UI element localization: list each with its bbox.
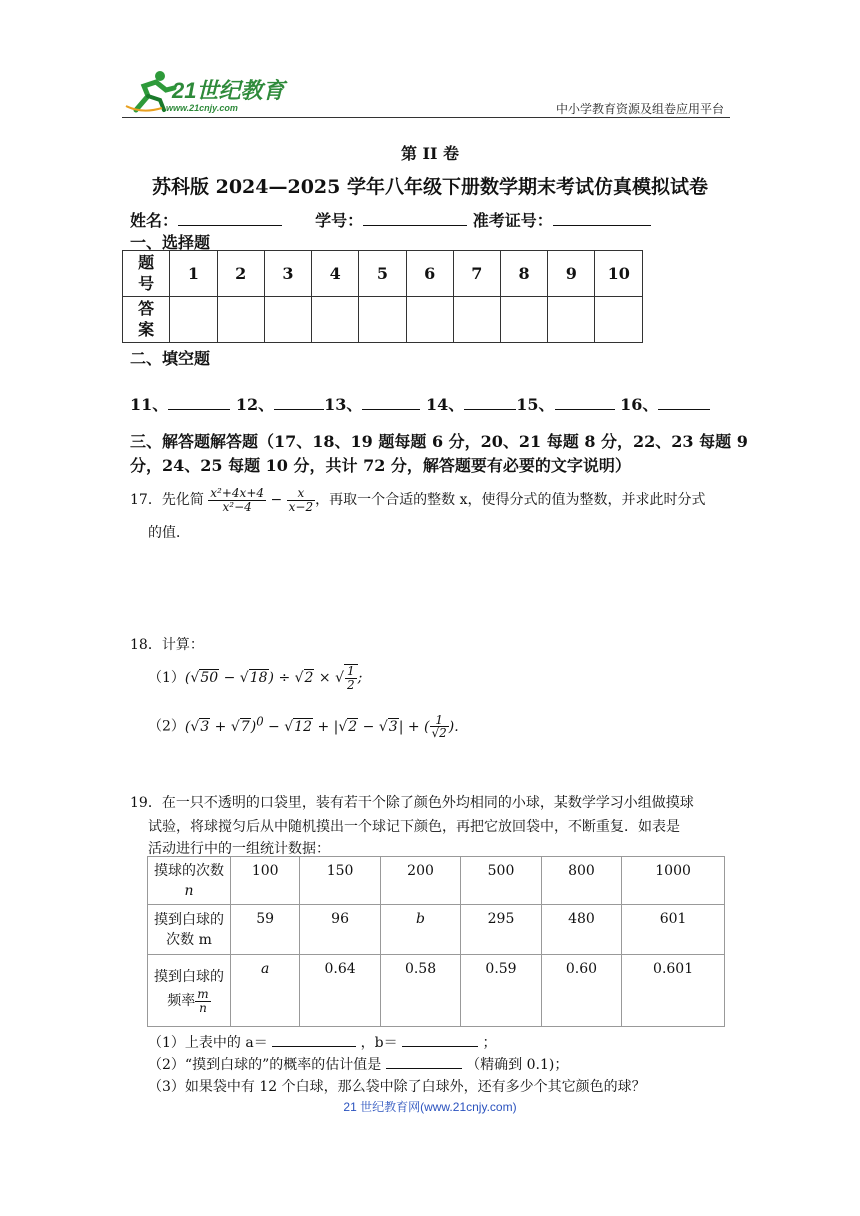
table-cell: 800	[541, 857, 621, 905]
q19-sub3: （3）如果袋中有 12 个白球，那么袋中除了白球外，还有多少个其它颜色的球？	[148, 1079, 646, 1095]
logo	[122, 70, 292, 118]
table-cell: 0.64	[300, 955, 380, 1027]
blank-field[interactable]	[168, 395, 230, 410]
blank-label: 12、	[235, 395, 275, 414]
row-label-freq: 摸到白球的 频率 $\frac{m}{n}$	[148, 955, 231, 1027]
id-field[interactable]	[363, 211, 467, 226]
footer-link[interactable]: 21 世纪教育网(www.21cnjy.com)	[343, 1100, 517, 1114]
table-cell: 0.58	[380, 955, 460, 1027]
table-cell: 500	[461, 857, 541, 905]
table-cell: b	[380, 905, 460, 955]
row-label-number: 题号	[123, 251, 170, 297]
answer-cell[interactable]	[264, 297, 311, 343]
blank-field[interactable]	[555, 395, 615, 410]
platform-name: 中小学教育资源及组卷应用平台	[555, 102, 724, 116]
blank-field[interactable]	[658, 395, 710, 410]
name-field[interactable]	[178, 211, 282, 226]
q19-sub1-label-a: （1）上表中的 a＝	[148, 1035, 268, 1051]
answer-cell[interactable]	[500, 297, 547, 343]
q19-sub2-label: （2）“摸到白球的”的概率的估计值是	[148, 1057, 382, 1073]
q17-line2: 的值．	[148, 525, 190, 541]
table-cell: 150	[300, 857, 380, 905]
q18-p2-expr: $(√3 + √7)^0 - √12 + |√2 - √3|$ + ( $\frac{1}{√2}$ ).	[184, 712, 459, 741]
fill-blanks	[130, 392, 710, 415]
grid-number: 3	[264, 251, 311, 297]
q17-suffix: ，再取一个合适的整数 x，使得分式的值为整数，并求此时分式	[315, 492, 706, 508]
table-cell: 480	[541, 905, 621, 955]
q17-prefix: 17．先化简	[130, 492, 204, 508]
blank-label: 11、	[130, 395, 169, 414]
q18-part2	[148, 703, 459, 745]
minus-sign: −	[270, 492, 283, 508]
answer-a-field[interactable]	[272, 1032, 356, 1047]
exam-no-field[interactable]	[553, 211, 651, 226]
q19-table	[147, 856, 725, 1027]
question-17	[130, 480, 705, 520]
q19-line3: 活动进行中的一组统计数据：	[148, 841, 330, 857]
m-over-n-fraction: $\frac{m}{n}$	[197, 987, 209, 1015]
volume-label: 第 II 卷	[400, 144, 460, 163]
table-cell: 1000	[622, 857, 725, 905]
grid-number: 2	[217, 251, 264, 297]
q18-p1-label: （1）	[148, 670, 185, 686]
table-cell: 0.59	[461, 955, 541, 1027]
q18-p1-expr: (√50 − √18) ÷ √2 × √ $\frac{1}{2}$ ;	[184, 664, 363, 692]
table-cell: 295	[461, 905, 541, 955]
grid-number: 6	[406, 251, 453, 297]
blank-field[interactable]	[464, 395, 516, 410]
answer-cell[interactable]	[453, 297, 500, 343]
row-label-m: 摸到白球的 次数 m	[148, 905, 231, 955]
blank-field[interactable]	[362, 395, 420, 410]
section3-heading-2: 分，24、25 每题 10 分，共计 72 分，解答题要有必要的文字说明）	[130, 456, 631, 475]
fraction-2: $\frac{x}{x-2}$	[288, 485, 314, 514]
table-cell: 96	[300, 905, 380, 955]
q19-sub1	[148, 1032, 497, 1052]
q18-part1	[148, 660, 362, 696]
exam-no-label: 准考证号：	[472, 211, 553, 230]
grid-number: 9	[548, 251, 595, 297]
answer-cell[interactable]	[359, 297, 406, 343]
grid-number: 5	[359, 251, 406, 297]
blank-label: 15、	[516, 395, 555, 414]
grid-number: 4	[312, 251, 359, 297]
row-label-n: 摸球的次数 n	[148, 857, 231, 905]
table-cell: 59	[231, 905, 300, 955]
table-cell: 100	[231, 857, 300, 905]
blank-label: 16、	[620, 395, 659, 414]
id-label: 学号：	[315, 211, 364, 230]
student-info	[130, 208, 651, 231]
probability-field[interactable]	[386, 1054, 462, 1069]
answer-cell[interactable]	[595, 297, 643, 343]
page-title: 苏科版 2024—2025 学年八年级下册数学期末考试仿真模拟试卷	[152, 176, 708, 198]
answer-cell[interactable]	[548, 297, 595, 343]
q19-sub1-end: ；	[482, 1035, 497, 1051]
blank-label: 14、	[426, 395, 465, 414]
grid-number: 7	[453, 251, 500, 297]
logo-main-text: 21世纪教育	[172, 78, 285, 103]
q18-p2-label: （2）	[148, 718, 185, 735]
answer-cell[interactable]	[406, 297, 453, 343]
blank-field[interactable]	[274, 395, 324, 410]
row-label-answer: 答案	[123, 297, 170, 343]
table-cell: 601	[622, 905, 725, 955]
grid-number: 8	[500, 251, 547, 297]
answer-cell[interactable]	[217, 297, 264, 343]
table-cell: a	[231, 955, 300, 1027]
q18-title: 18．计算：	[130, 637, 204, 653]
q19-line1: 19．在一只不透明的口袋里，装有若干个除了颜色外均相同的小球，某数学学习小组做摸球	[130, 795, 694, 811]
grid-number: 1	[170, 251, 217, 297]
q19-sub1-label-b: ，b＝	[360, 1035, 398, 1051]
name-label: 姓名：	[130, 211, 179, 230]
answer-b-field[interactable]	[402, 1032, 478, 1047]
table-cell: 0.60	[541, 955, 621, 1027]
section3-heading-1: 三、解答题解答题（17、18、19 题每题 6 分，20、21 每题 8 分，22、23 每题 9	[130, 432, 748, 451]
section1-heading: 一、选择题	[130, 233, 211, 252]
answer-cell[interactable]	[312, 297, 359, 343]
fraction-1: $\frac{\text{x²+4x+4}}{\text{x²−4}}$	[210, 485, 265, 514]
logo-url-text: www.21cnjy.com	[166, 103, 238, 113]
section2-heading: 二、填空题	[130, 349, 211, 368]
q19-sub2-note: （精确到 0.1)；	[466, 1057, 569, 1073]
answer-grid	[122, 250, 643, 343]
q19-sub2	[148, 1054, 568, 1074]
grid-number: 10	[595, 251, 643, 297]
blank-label: 13、	[324, 395, 363, 414]
table-cell: 0.601	[622, 955, 725, 1027]
answer-cell[interactable]	[170, 297, 217, 343]
header-rule	[122, 117, 730, 118]
table-cell: 200	[380, 857, 460, 905]
q19-line2: 试验，将球搅匀后从中随机摸出一个球记下颜色，再把它放回袋中，不断重复．如表是	[148, 819, 680, 835]
